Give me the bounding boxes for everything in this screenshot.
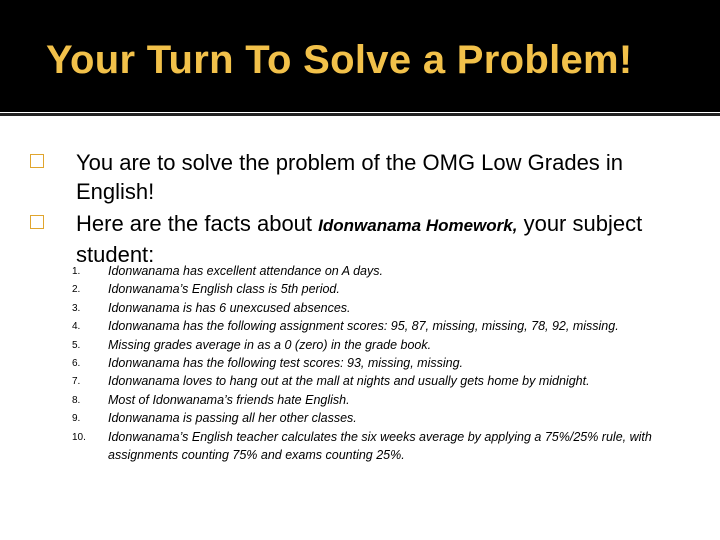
fact-number: 5. — [72, 339, 81, 351]
fact-item — [72, 391, 672, 409]
fact-text: Most of Idonwanama’s friends hate English. — [108, 392, 350, 407]
square-bullet-icon — [30, 215, 44, 229]
title-divider — [0, 113, 720, 116]
fact-text: Idonwanama loves to hang out at the mall at nights and usually gets home by midnight. — [108, 374, 590, 389]
fact-number: 8. — [72, 394, 81, 406]
fact-text: Idonwanama is passing all her other classes. — [108, 411, 357, 426]
fact-text: Idonwanama has the following assignment scores: 95, 87, missing, missing, 78, 92, missing. — [108, 319, 619, 334]
bullet-text-before: Here are the facts about — [76, 211, 319, 236]
fact-text: Missing grades average in as a 0 (zero) in the grade book. — [108, 337, 432, 352]
fact-text: Idonwanama’s English class is 5th period. — [108, 282, 340, 297]
fact-number: 1. — [72, 266, 81, 277]
bullet-item-facts — [30, 209, 700, 269]
fact-text: Idonwanama has excellent attendance on A days. — [108, 264, 383, 278]
slide-title: Your Turn To Solve a Problem! — [46, 38, 633, 82]
fact-number: 6. — [72, 358, 81, 370]
fact-item — [72, 280, 672, 298]
fact-number: 9. — [72, 413, 81, 425]
square-bullet-icon — [30, 154, 44, 168]
fact-number: 7. — [72, 376, 81, 388]
fact-number: 10. — [72, 431, 86, 443]
fact-number: 2. — [72, 284, 81, 296]
fact-number: 4. — [72, 321, 81, 333]
fact-item — [72, 262, 672, 280]
title-bar — [0, 0, 720, 112]
fact-item — [72, 372, 672, 390]
facts-list — [72, 262, 672, 464]
bullet-text: You are to solve the problem of the OMG Low Grades in English! — [76, 150, 624, 204]
bullet-list — [30, 148, 700, 269]
fact-item — [72, 336, 672, 354]
fact-item — [72, 354, 672, 372]
fact-number: 3. — [72, 302, 81, 314]
fact-text: Idonwanama is has 6 unexcused absences. — [108, 300, 351, 315]
student-name: Idonwanama Homework, — [318, 216, 518, 235]
fact-text: Idonwanama’s English teacher calculates the six weeks average by applying a 75%/25% rule, with assignments counting 75% and exams counting 25%. — [108, 429, 652, 463]
fact-item — [72, 299, 672, 317]
fact-item — [72, 428, 672, 465]
fact-text: Idonwanama has the following test scores: 93, missing, missing. — [108, 356, 464, 371]
fact-item — [72, 317, 672, 335]
bullet-item-problem — [30, 148, 700, 206]
fact-item — [72, 409, 672, 427]
bullet-text-after: your subject student: — [76, 211, 643, 267]
